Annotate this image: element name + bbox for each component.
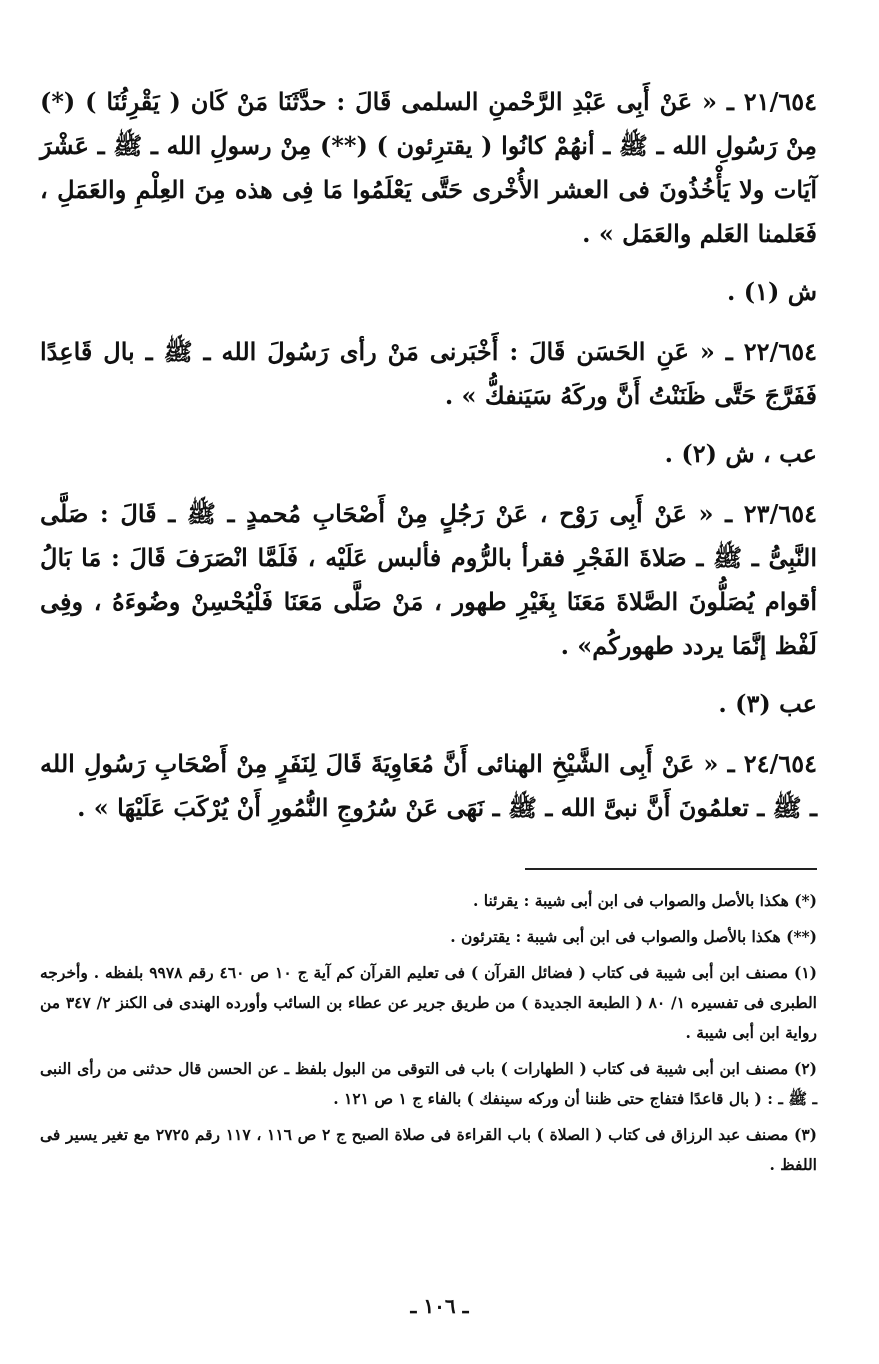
footnote-1: (١) مصنف ابن أبى شيبة فى كتاب ( فضائل القرآن ) فى تعليم القرآن كم آية ج ١٠ ص ٤٦٠ رقم ٩٩٧٨ بلفظه . وأخرجه الطبرى فى تفسيره ١/ ٨٠ ( الطبعة الجديدة ) من طريق جرير عن عطاء بن السائب وأورده الهندى فى الكنز ٢/ ٣٤٧ من رواية ابن أبى شيبة . xyxy=(40,963,817,1042)
footnote-divider xyxy=(525,868,817,870)
footnotes-section xyxy=(40,886,817,1180)
page-number: ـ ١٠٦ ـ xyxy=(410,1294,469,1318)
footnote-double-star: (**) هكذا بالأصل والصواب فى ابن أبى شيبة : يقترئون . xyxy=(450,927,817,946)
hadith-22: ٢٢/٦٥٤ ـ « عَنِ الحَسَن قَالَ : أَخْبَرنى مَنْ رأى رَسُولَ الله ـ ﷺ ـ بال قَاعِدًا فَفَرَّجَ حَتَّى ظَنَنْتُ أَنَّ وركَهُ سَيَنفكُّ » . xyxy=(40,337,817,410)
hadith-section xyxy=(40,80,817,830)
hadith-21-source: ش (١) . xyxy=(727,277,817,306)
footnote-2: (٢) مصنف ابن أبى شيبة فى كتاب ( الطهارات ) باب فى التوقى من البول بلفظ ـ عن الحسن قال حدثنى من رأى النبى ـ ﷺ ـ : ( بال قاعدًا فتفاج حتى ظننا أن وركه سينفك ) بالفاء ج ١ ص ١٢١ . xyxy=(40,1059,817,1108)
footnote-star: (*) هكذا بالأصل والصواب فى ابن أبى شيبة : يقرئنا . xyxy=(472,891,817,910)
hadith-22-source: عب ، ش (٢) . xyxy=(664,439,817,468)
hadith-23-source: عب (٣) . xyxy=(718,689,817,718)
hadith-21: ٢١/٦٥٤ ـ « عَنْ أَبِى عَبْدِ الرَّحْمنِ السلمى قَالَ : حدَّثَنَا مَنْ كَان ( يَقْرِئُنَا ) (*) مِنْ رَسُولِ الله ـ ﷺ ـ أنهُمْ كانُوا ( يقترِئون ) (**) مِنْ رسولِ الله ـ ﷺ ـ عَشْرَ آيَات ولا يَأْخُذُونَ فى العشر الأُخْرى حَتَّى يَعْلَمُوا مَا فِى هذه مِنَ العِلْمِ والعَمَلِ ، فَعَلمنا العَلم والعَمَل » . xyxy=(40,87,817,248)
hadith-24: ٢٤/٦٥٤ ـ « عَنْ أَبِى الشَّيْخِ الهنائى أَنَّ مُعَاوِيَةَ قَالَ لِنَفَرٍ مِنْ أَصْحَابِ رَسُولِ الله ـ ﷺ ـ تعلمُونَ أَنَّ نبىَّ الله ـ ﷺ ـ نَهَى عَنْ سُرُوجِ النُّمُورِ أَنْ يُرْكَبَ عَلَيْهَا » . xyxy=(40,749,817,822)
hadith-23: ٢٣/٦٥٤ ـ « عَنْ أَبِى رَوْح ، عَنْ رَجُلٍ مِنْ أَصْحَابِ مُحمدٍ ـ ﷺ ـ قَالَ : صَلَّى النَّبِىُّ ـ ﷺ ـ صَلاةَ الفَجْرِ فقرأ بالرُّوم فألبس عَلَيْه ، فَلَمَّا انْصَرَفَ قَالَ : مَا بَالُ أقوام يُصَلُّونَ الصَّلاةَ مَعَنَا بِغَيْرِ طهور ، مَنْ صَلَّى مَعَنَا فَلْيُحْسِنْ وضُوءَهُ ، وفِى لَفْظ إنَّمَا يردد طهوركُم» . xyxy=(40,499,817,660)
footnote-3: (٣) مصنف عبد الرزاق فى كتاب ( الصلاة ) باب القراءة فى صلاة الصبح ج ٢ ص ١١٦ ، ١١٧ رقم ٢٧٢٥ مع تغير يسير فى اللفظ . xyxy=(40,1125,818,1174)
